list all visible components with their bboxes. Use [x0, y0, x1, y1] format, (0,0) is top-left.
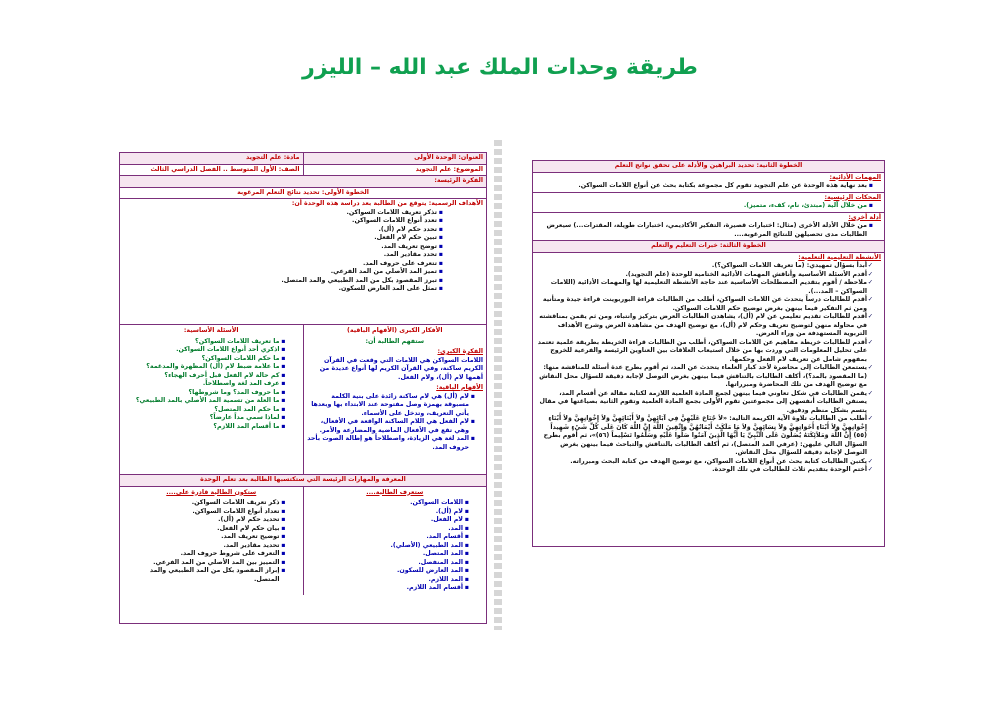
tasks-list — [536, 182, 881, 191]
skill-item: ▪ توضيح تعريف المد. — [123, 533, 286, 542]
knows-list — [307, 499, 484, 593]
essential-question-item: ▪ عرف المد لغة واصطلاحاً. — [123, 380, 286, 389]
knows-title: ستعرف الطالبة.... — [366, 488, 424, 496]
big-ideas-column — [304, 325, 487, 474]
questions-title: الأسئلة الأساسية: — [183, 327, 239, 334]
skill-item: ▪ التمييز بين المد الأصلي من المد الفرعي. — [123, 559, 286, 568]
criteria-list — [536, 202, 881, 211]
able-list — [123, 499, 300, 584]
criteria-title: المحكات الرئيسية: — [824, 193, 881, 201]
unit-plan-page-left — [119, 152, 487, 624]
residual-understanding-item: ▪ لام الفعل هي اللام الساكنة الواقعة في الأفعال، وهي تقع في الأفعال الماضية والمضارعة والأمر. — [307, 418, 476, 435]
objective-item: ▪ تحدد مقادير المد. — [123, 251, 443, 260]
tasks-title: المهمات الأدائية: — [829, 173, 881, 181]
essential-question-item: ▪ لماذا سمي مداً عارضاً؟ — [123, 414, 286, 423]
objective-item: ▪ تتعرف على حروف المد. — [123, 260, 443, 269]
activity-item: ✓ يستمعن الطالبات إلى محاضرة لأحد كبار العلماء يتحدث عن المد، ثم أقوم بطرح عدة أسئلة للمناقشة منها: (ما المقصود بالمد؟)، أكلف الطالبات بالتناقش فيما بينهن بغرض التوصل لإجابة دقيقة للسؤال محل النقاش مع توضيح الهدف من تلك المحاضرة ومبرراتها. — [536, 364, 873, 390]
objective-item: ▪ تميز المد الأصلي من المد الفرعي. — [123, 268, 443, 277]
knowledge-item: ▪ المد المنفصل. — [307, 559, 470, 568]
able-title: ستكون الطالبة قادرة على.... — [166, 488, 257, 496]
essential-question-item: ▪ ما حروف المد؟ وما شروطها؟ — [123, 389, 286, 398]
skill-item: ▪ التعرف على شروط حروف المد. — [123, 550, 286, 559]
grade-term: الصف: الأول المتوسط .. الفصل الدراسي الثالث — [120, 165, 304, 176]
activity-item: ✓ ملاحظة / أقوم بتقديم المصطلحات الأساسية عند حاجة الأنشطة التعليمية لها والمهمات الأدائية (اللامات السواكن – المد...). — [536, 279, 873, 296]
skill-item: ▪ ذكر تعريف اللامات السواكن. — [123, 499, 286, 508]
skill-item: ▪ تحديد حكم لام (أل). — [123, 516, 286, 525]
main-idea-label: الفكرة الرئيسة: — [120, 176, 486, 188]
activity-item: ✓ أقدم للطالبات خريطة مفاهيم عن اللامات السواكن، أطلب من الطالبات قراءة الخريطة بطريقة علمية تعتمد على تحليل المعلومات التي وردت بها من خلال استيعاب العلاقات بين العناوين الرئيسة والفرعية للخروج بمفهوم شامل عن تعريف لام الفعل وحكمها. — [536, 339, 873, 365]
knowledge-item: ▪ المد الطبيعي (الأصلي). — [307, 542, 470, 551]
tasks-section — [533, 173, 884, 193]
criteria-item: ▪ من خلال آلية (مبتدئ، نام، كفء، متميز). — [536, 202, 873, 211]
knowledge-item: ▪ المد. — [307, 525, 470, 534]
step1-heading: الخطوة الأولى: تحديد نتائج التعلم المرغوبة — [120, 188, 486, 200]
big-ideas-title: الأفكار الكبرى (الأفهام الباقية) — [347, 327, 443, 334]
essential-question-item: ▪ ما تعريف اللامات السواكن؟ — [123, 338, 286, 347]
residual-understanding-item: ▪ المد لغة هي الزيادة، واصطلاحاً هو إطالة الصوت بأحد حروف المد. — [307, 435, 476, 452]
evidence-title: أدلة أخرى: — [848, 213, 881, 221]
ideas-questions-section — [120, 325, 486, 475]
activity-item: ✓ أختم الوحدة بتقديم ثلاث للطالبات في تلك الوحدة. — [536, 466, 873, 475]
questions-column — [120, 325, 304, 474]
activity-item: ✓ يكتبن الطالبات كتابة بحث عن أنواع اللامات السواكن، مع توضيح الهدف من كتابة البحث ومبرراته. — [536, 458, 873, 467]
step3-heading: الخطوة الثالثة: خبرات التعليم والتعلم — [533, 241, 884, 253]
knowledge-item: ▪ المد المتصل. — [307, 550, 470, 559]
activities-title: الأنشطة التعليمية التعلمية: — [798, 253, 881, 261]
essential-question-item: ▪ ما أقسام المد اللازم؟ — [123, 423, 286, 432]
skill-item: ▪ تحديد مقادير المد. — [123, 542, 286, 551]
essential-question-item: ▪ كم حالة لام الفعل قبل أحرف الهجاء؟ — [123, 372, 286, 381]
header-row-2 — [120, 165, 486, 177]
activity-item: ✓ أطلب من الطالبات تلاوة الآية الكريمة التالية: «لاَ جُنَاحَ عَلَيْهِنَّ فِي آبَائِهِنَّ وَلاَ أَبْنَائِهِنَّ وَلاَ إِخْوَانِهِنَّ وَلاَ أَبْنَاءِ إِخْوَانِهِنَّ وَلاَ أَبْنَاءِ أَخَوَاتِهِنَّ وَلاَ نِسَائِهِنَّ وَلاَ مَا مَلَكَتْ أَيْمَانُهُنَّ وَاتَّقِينَ اللَّهَ إِنَّ اللَّهَ كَانَ عَلَى كُلِّ شَيْءٍ شَهِيداً (٥٥) إِنَّ اللَّهَ وَمَلاَئِكَتَهُ يُصَلُّونَ عَلَى النَّبِيِّ يَا أَيُّهَا الَّذِينَ آمَنُوا صَلُّوا عَلَيْهِ وَسَلِّمُوا تَسْلِيماً (٥٦)»، ثم أقوم بطرح السؤال التالي عليهن: (عرفي المد المتصل)، ثم أكلف الطالبات بالتناقش والتباحث فيما بينهن بغرض التوصل لإجابة دقيقة للسؤال محل النقاش. — [536, 415, 873, 458]
questions-list — [123, 338, 300, 432]
big-ideas-intro: ستفهم الطالبة أن: — [365, 337, 425, 345]
knows-column — [304, 487, 487, 595]
knowledge-heading: المعرفة والمهارات الرئيسة التي ستكتسبها الطالبة بعد تعلم الوحدة — [120, 475, 486, 487]
activity-item: ✓ أبدأ بسؤال تمهيدي: (ما تعريف اللامات السواكن؟). — [536, 262, 873, 271]
activity-item: ✓ أقدم الأسئلة الأساسية وأناقش المهمات الأدائية الختامية للوحدة (علم التجويد). — [536, 271, 873, 280]
residual-label: الأفهام الباقية: — [436, 384, 483, 391]
residual-list — [307, 393, 484, 453]
objectives-list — [123, 209, 483, 294]
evidence-item: ▪ من خلال الأدلة الأخرى (مثال: اختبارات قصيرة، التفكير الأكاديمي، اختبارات طويلة، المقترات...) سيعرض الطالبات مدى تحصيلهن للنتائج المرغوبة.... — [536, 222, 873, 239]
objective-item: ▪ تعدد أنواع اللامات السواكن. — [123, 217, 443, 226]
unit-topic: الموضوع: علم التجويد — [415, 165, 483, 173]
knowledge-skills-section — [120, 487, 486, 595]
page-fold-divider — [494, 140, 502, 630]
activities-list — [536, 262, 881, 475]
knowledge-item: ▪ لام (أل). — [307, 508, 470, 517]
unit-title: العنوان: الوحدة الأولى — [414, 154, 483, 161]
knowledge-item: ▪ لام الفعل. — [307, 516, 470, 525]
knowledge-item: ▪ المد اللازم. — [307, 576, 470, 585]
header-row-1 — [120, 153, 486, 165]
big-idea-text: اللامات السواكن هي اللامات التي وقعت في القرآن الكريم ساكنة، وفي القرآن الكريم لها أنواع عديدة من أهمها لام (أل)، ولام الفعل. — [319, 356, 483, 381]
objective-item: ▪ توضح تعريف المد. — [123, 243, 443, 252]
objective-item: ▪ تحدد حكم لام (أل). — [123, 226, 443, 235]
objective-item: ▪ تبين حكم لام الفعل. — [123, 234, 443, 243]
residual-understanding-item: ▪ لام (أل) هي لام ساكنة زائدة على بنية الكلمة مسبوقة بهمزة وصل مفتوحة عند الابتداء بها وبعدها يأتي التعريف، وتدخل على الأسماء. — [307, 393, 476, 419]
objective-item: ▪ تبرز المقصود بكل من المد الطبيعي والمد المتصل. — [123, 277, 443, 286]
subject-name: مادة: علم التجويد — [120, 153, 304, 164]
able-column — [120, 487, 304, 595]
evidence-list — [536, 222, 881, 239]
unit-plan-page-right — [532, 160, 885, 547]
objectives-title: الأهداف الرسمية: يتوقع من الطالبة بعد دراسة هذه الوحدة أن: — [291, 200, 483, 207]
knowledge-item: ▪ المد العارض للسكون. — [307, 567, 470, 576]
knowledge-item: ▪ أقسام المد اللازم. — [307, 584, 470, 593]
evidence-section — [533, 213, 884, 242]
objectives-section — [120, 199, 486, 325]
objective-item: ▪ تذكر تعريف اللامات السواكن. — [123, 209, 443, 218]
knowledge-item: ▪ اللامات السواكن. — [307, 499, 470, 508]
big-idea-label: الفكرة الكبرى: — [437, 348, 483, 355]
criteria-section — [533, 193, 884, 213]
objective-item: ▪ تمثل على المد العارض للسكون. — [123, 285, 443, 294]
skill-item: ▪ تعداد أنواع اللامات السواكن. — [123, 508, 286, 517]
essential-question-item: ▪ ما العلة من تسمية المد الأصلي بالمد الطبيعي؟ — [123, 397, 286, 406]
activity-item: ✓ أقدم للطالبات تقديم تعليمي عن لام (أل)، يشاهدن الطالبات العرض بتركيز وانتباه، ومن ثم يقمن بمناقشته في محاولة منهن لتوضيح تعريف وحكم لام (أل)، مع توضيح الهدف من مشاهدة العرض وشرح الأهداف التربوية المستهدفة من وراء العرض. — [536, 313, 873, 339]
knowledge-item: ▪ أقسام المد. — [307, 533, 470, 542]
essential-question-item: ▪ اذكري أحد أنواع اللامات السواكن. — [123, 346, 286, 355]
essential-question-item: ▪ ما حكم اللامات السواكن؟ — [123, 355, 286, 364]
page-title: طريقة وحدات الملك عبد الله – الليزر — [302, 55, 698, 80]
activity-item: ✓ يقمن الطالبات في شكل تعاوني فيما بينهن لجمع المادة العلمية اللازمة لكتابة مقالة عن أقسام المد، يصنفن الطالبات أنفسهن إلى مجموعتين تقوم الأولى بجمع المادة العلمية وتقوم الثانية بصياغتها في مقال يتسم بشكل منظم ودقيق. — [536, 390, 873, 416]
essential-question-item: ▪ ما علامة ضبط لام (أل) المظهرة والمدغمة؟ — [123, 363, 286, 372]
performance-task-item: ▪ بعد نهاية هذه الوحدة عن علم التجويد تقوم كل مجموعة بكتابة بحث عن أنواع اللامات السواكن. — [536, 182, 873, 191]
step2-heading: الخطوة الثانية: تحديد البراهين والأدلة على تحقق نواتج التعلم — [533, 161, 884, 173]
activity-item: ✓ أقدم للطالبات درساً يتحدث عن اللامات السواكن، أطلب من الطالبات قراءة البوربوينت قراءة جيدة ومتأنية ومن ثم التفكير فيما بينهن بغرض توضيح حكم اللامات السواكن. — [536, 296, 873, 313]
activities-section — [533, 253, 884, 476]
skill-item: ▪ بيان حكم لام الفعل. — [123, 525, 286, 534]
skill-item: ▪ إبراز المقصود بكل من المد الطبيعي والمد المتصل. — [123, 567, 286, 584]
essential-question-item: ▪ ما حكم المد المتصل؟ — [123, 406, 286, 415]
